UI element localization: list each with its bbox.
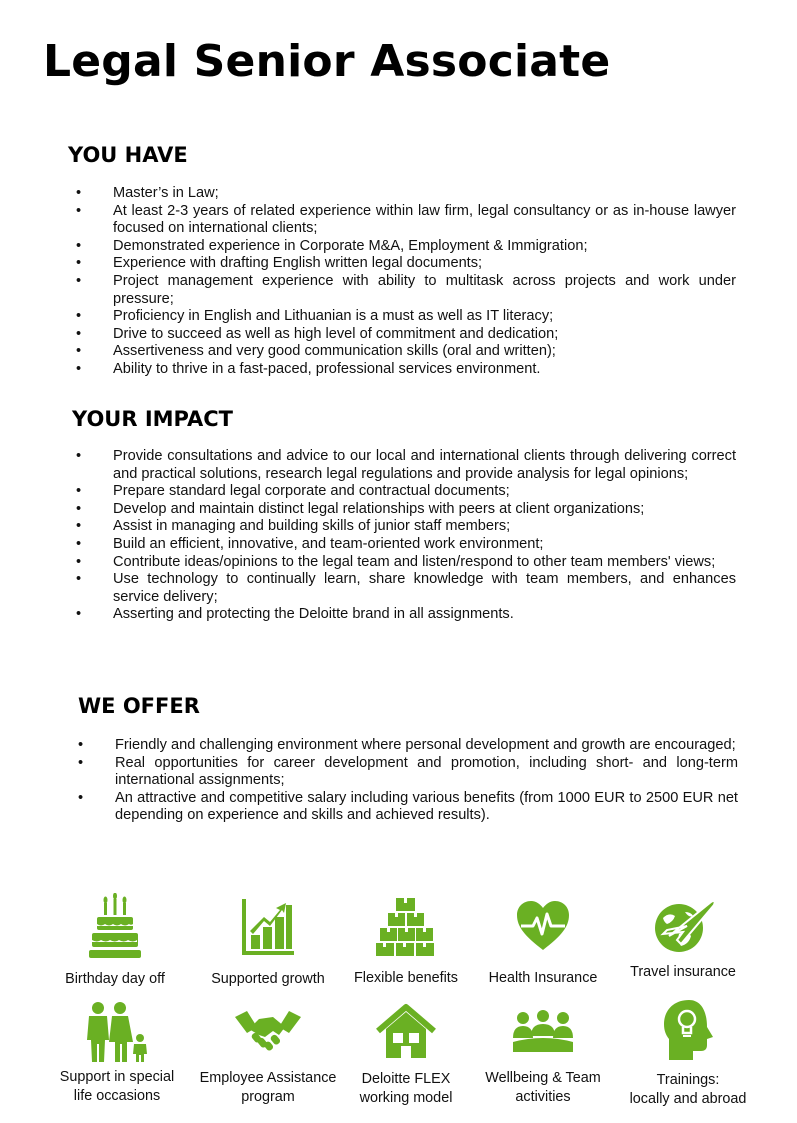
bullet-icon: • [76,343,82,360]
globe-plane-icon [649,896,717,954]
stacked-boxes-icon [376,897,436,957]
bullet-icon: • [78,754,84,771]
bullet-icon: • [76,518,82,535]
list-item: • At least 2-3 years of related experience within law firm, legal consultancy or as in-house lawyer focused on international clients; [76,202,736,237]
list-item: • Ability to thrive in a fast-paced, professional services environment. [76,360,541,377]
benefit-label: Supported growth [211,971,325,987]
bullet-icon: • [76,448,82,464]
bullet-icon: • [76,272,82,289]
list-item: • Asserting and protecting the Deloitte brand in all assignments. [76,606,514,623]
bullet-icon: • [76,360,82,377]
your-impact-list [76,448,736,624]
benefit-label: Travel insurance [630,964,736,980]
bullet-icon: • [76,553,82,570]
list-item: • Real opportunities for career development and promotion, including short- and long-term international assignments; [78,754,738,789]
bullet-icon: • [78,737,84,753]
benefit-label: Trainings: [656,1072,720,1088]
growth-chart-icon [240,897,296,957]
bullet-icon: • [76,535,82,552]
bullet-icon: • [76,483,82,500]
list-item: • Experience with drafting English written legal documents; [76,255,483,272]
benefit-label: Health Insurance [488,970,598,986]
team-icon [511,1010,575,1054]
benefit-label: Flexible benefits [354,970,458,986]
benefit-special-occasions [42,1001,192,1106]
benefit-health [468,900,618,988]
handshake-icon [235,1009,301,1053]
benefit-travel [608,896,758,982]
benefit-growth [193,897,343,989]
list-item: • Assertiveness and very good communication skills (oral and written); [76,343,556,360]
bullet-icon: • [76,255,82,272]
bullet-icon: • [76,185,82,201]
birthday-cake-icon [87,893,143,961]
list-item: • Master’s in Law; [76,185,219,201]
page-title: Legal Senior Associate [43,36,611,87]
you-have-heading: YOU HAVE [68,143,188,167]
list-item: • Friendly and challenging environment where personal development and growth are encouraged; [78,737,736,753]
list-item: • Use technology to continually learn, share knowledge with team members, and enhances service delivery; [76,571,736,605]
benefit-label-line2: program [241,1089,295,1105]
bullet-icon: • [76,571,82,588]
we-offer-heading: WE OFFER [78,694,200,718]
house-icon [374,1003,438,1059]
benefit-label: Birthday day off [65,971,165,987]
list-item: • Develop and maintain distinct legal relationships with peers at client organizations; [76,500,645,517]
bullet-icon: • [78,789,84,806]
list-item: • Project management experience with ability to multitask across projects and work under pressure; [76,272,736,307]
benefit-birthday [40,893,190,989]
benefit-label-line2: life occasions [73,1088,161,1104]
list-item: • Assist in managing and building skills of junior staff members; [76,518,511,535]
list-item: • Prepare standard legal corporate and contractual documents; [76,483,510,500]
benefit-label: Wellbeing & Team [485,1070,601,1086]
heart-pulse-icon [515,900,571,952]
list-item: • Build an efficient, innovative, and team-oriented work environment; [76,535,544,552]
your-impact-heading: YOUR IMPACT [72,407,234,431]
list-item: • Proficiency in English and Lithuanian is a must as well as IT literacy; [76,308,554,325]
bullet-icon: • [76,325,82,342]
benefit-label-line2: activities [515,1089,571,1105]
benefit-label-line2: locally and abroad [629,1091,747,1107]
you-have-list [76,185,736,379]
family-icon [84,1001,150,1063]
bullet-icon: • [76,500,82,517]
benefit-trainings [613,999,763,1109]
benefit-label: Deloitte FLEX [361,1071,451,1087]
benefit-employee-assistance [193,1009,343,1107]
benefit-wellbeing [468,1010,618,1107]
list-item: • Provide consultations and advice to our local and international clients through delivering correct and practical solutions, research legal regulations and provide analysis for legal opinions; [76,448,736,482]
list-item: • Drive to succeed as well as high level of commitment and dedication; [76,325,559,342]
benefit-flexible [331,897,481,988]
list-item: • Demonstrated experience in Corporate M&A, Employment & Immigration; [76,237,588,254]
list-item: • An attractive and competitive salary including various benefits (from 1000 EUR to 2500 EUR net depending on experience and skills and achieved results). [78,789,738,824]
bullet-icon: • [76,606,82,623]
benefit-flex-model [331,1003,481,1108]
benefit-label-line2: working model [359,1090,453,1106]
benefit-label: Support in special [59,1069,175,1085]
bullet-icon: • [76,202,82,219]
benefit-label: Employee Assistance [199,1070,337,1086]
list-item: • Contribute ideas/opinions to the legal team and listen/respond to other team members' views; [76,553,716,570]
head-lightbulb-icon [661,999,715,1061]
bullet-icon: • [76,308,82,325]
bullet-icon: • [76,237,82,254]
we-offer-list [78,737,738,825]
